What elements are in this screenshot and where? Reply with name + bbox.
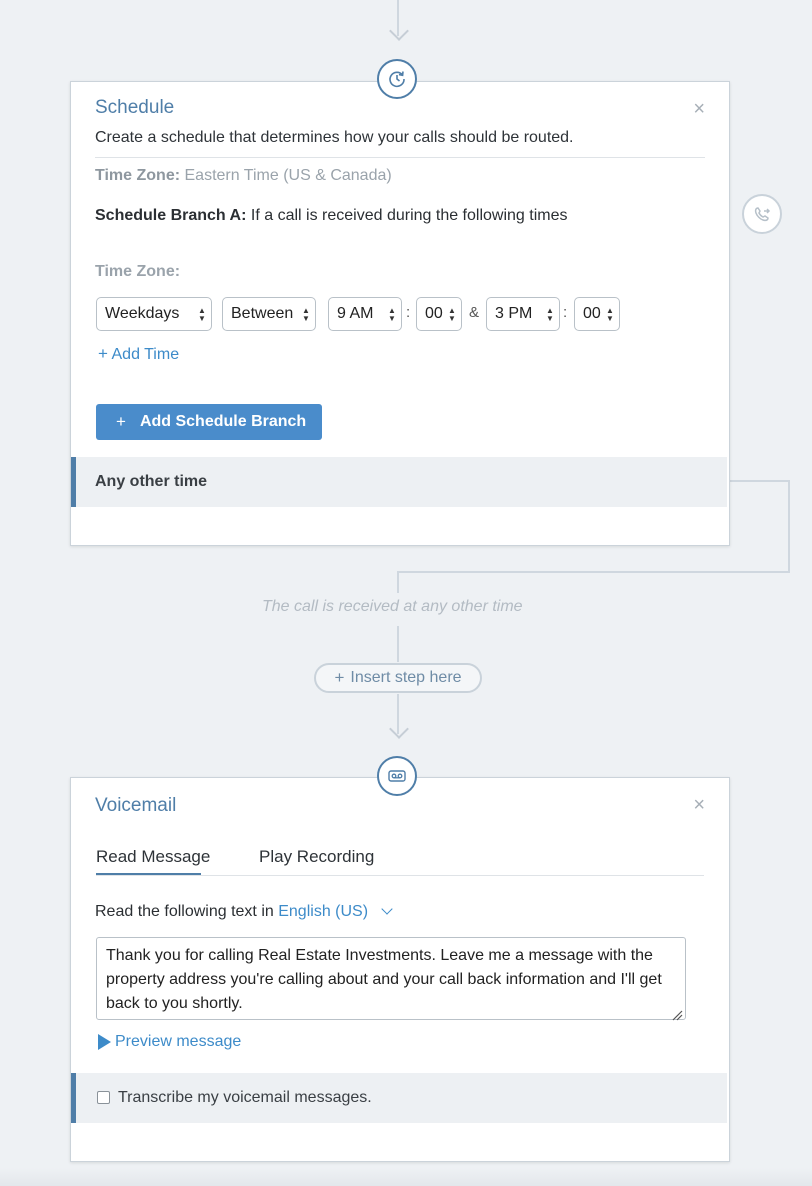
voicemail-icon <box>377 756 417 796</box>
plus-icon: + <box>116 412 126 431</box>
select-caret-icon: ▲ ▼ <box>448 306 456 323</box>
plus-icon: + <box>98 344 108 363</box>
add-time-label: Add Time <box>111 346 180 363</box>
branch-timezone-label: Time Zone: <box>95 263 181 280</box>
range-select[interactable] <box>222 297 316 331</box>
flow-branch-connector-v <box>788 480 790 573</box>
voicemail-card <box>70 777 730 1162</box>
flow-branch-connector-h2 <box>398 571 790 573</box>
days-select-value: Weekdays <box>105 305 180 322</box>
close-icon[interactable]: × <box>693 794 705 816</box>
end-min-value: 00 <box>583 305 601 322</box>
divider <box>95 157 705 158</box>
transcribe-label: Transcribe my voicemail messages. <box>118 1089 372 1106</box>
time-colon: : <box>563 304 568 321</box>
select-caret-icon: ▲ ▼ <box>606 306 614 323</box>
play-icon <box>98 1034 111 1050</box>
select-caret-icon: ▲ ▼ <box>302 306 310 323</box>
days-select[interactable] <box>96 297 212 331</box>
other-time-caption: The call is received at any other time <box>262 598 523 615</box>
start-hour-value: 9 AM <box>337 305 374 322</box>
transcribe-checkbox[interactable] <box>97 1091 110 1104</box>
end-hour-select[interactable] <box>486 297 560 331</box>
flow-connector-mid2 <box>397 626 399 662</box>
timezone-value: Eastern Time (US & Canada) <box>184 167 392 184</box>
add-schedule-branch-button[interactable] <box>96 404 322 440</box>
time-colon: : <box>406 304 411 321</box>
schedule-card <box>70 81 730 546</box>
phone-forward-icon[interactable] <box>742 194 782 234</box>
timezone-row <box>95 167 392 185</box>
flow-connector-mid <box>397 571 399 593</box>
preview-label: Preview message <box>115 1033 242 1050</box>
select-caret-icon: ▲ ▼ <box>546 306 554 323</box>
select-caret-icon: ▲ ▼ <box>388 306 396 323</box>
close-icon[interactable]: × <box>693 98 705 120</box>
select-caret-icon: ▲ ▼ <box>198 306 206 323</box>
message-text: Thank you for calling Real Estate Investments. Leave me a message with the property address you're calling about and your call back information and I'll get back to you shortly. <box>106 947 662 1012</box>
add-time-link[interactable] <box>98 344 179 364</box>
language-value: English (US) <box>278 903 369 920</box>
add-branch-label: Add Schedule Branch <box>139 413 307 430</box>
any-other-time-bar[interactable] <box>71 457 727 507</box>
any-other-time-label: Any other time <box>95 473 208 490</box>
range-select-value: Between <box>231 305 294 322</box>
chevron-down-icon <box>381 903 392 914</box>
flow-arrow-lower <box>389 719 409 739</box>
end-hour-value: 3 PM <box>495 305 533 322</box>
preview-message-link[interactable] <box>98 1033 241 1051</box>
language-select[interactable] <box>278 903 390 920</box>
flow-branch-connector <box>730 480 790 482</box>
flow-arrow-top <box>389 21 409 41</box>
insert-step-label: Insert step here <box>350 669 462 686</box>
schedule-description: Create a schedule that determines how your calls should be routed. <box>95 129 574 146</box>
tab-read-message[interactable]: Read Message <box>96 847 211 866</box>
tab-play-recording[interactable]: Play Recording <box>259 847 375 866</box>
plus-icon: + <box>334 668 345 687</box>
read-text-row <box>95 903 391 921</box>
message-textarea[interactable] <box>96 937 686 1020</box>
branch-label: Schedule Branch A: <box>95 207 247 224</box>
bottom-fade <box>0 1168 812 1186</box>
voicemail-title: Voicemail <box>95 795 177 816</box>
tabs-divider <box>96 875 704 876</box>
ampersand: & <box>469 304 480 321</box>
timezone-label: Time Zone: <box>95 167 181 184</box>
insert-step-button[interactable] <box>314 663 482 693</box>
start-min-select[interactable] <box>416 297 462 331</box>
branch-text: If a call is received during the following times <box>250 207 568 224</box>
start-hour-select[interactable] <box>328 297 402 331</box>
start-min-value: 00 <box>425 305 443 322</box>
transcribe-bar <box>71 1073 727 1123</box>
clock-cycle-icon <box>377 59 417 99</box>
read-prefix: Read the following text in <box>95 903 274 920</box>
branch-row <box>95 207 567 225</box>
end-min-select[interactable] <box>574 297 620 331</box>
resize-handle-icon[interactable] <box>671 1005 683 1017</box>
schedule-title: Schedule <box>95 97 175 118</box>
